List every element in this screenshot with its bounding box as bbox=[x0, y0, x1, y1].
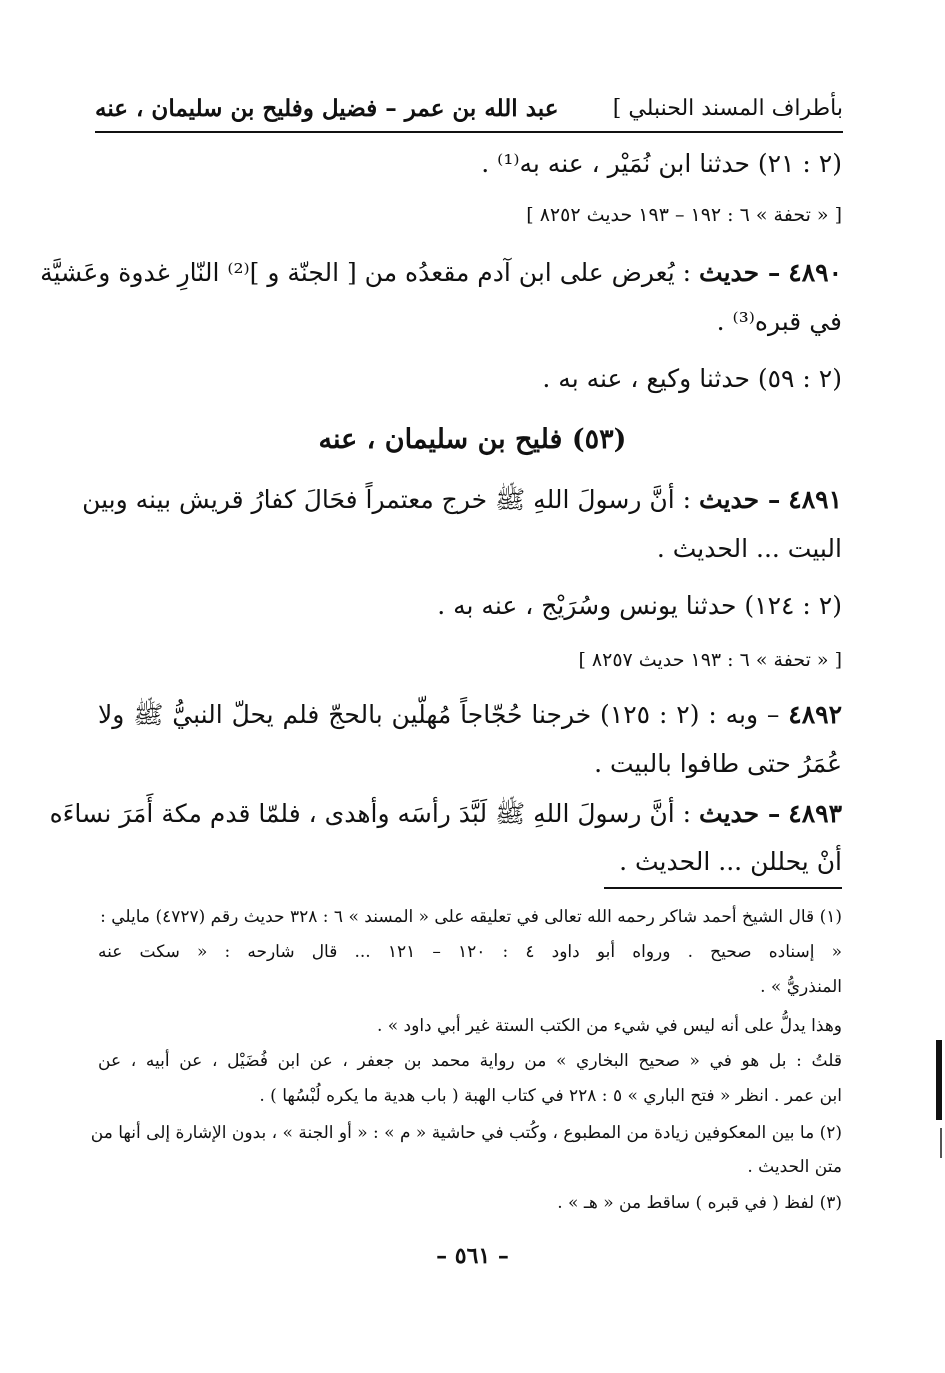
hadith-text: : أنَّ رسولَ اللهِ ﷺ لَبَّدَ رأسَه وأهدى ، فلمّا قدم مكة أَمَرَ نساءَه bbox=[49, 799, 692, 828]
footnote-3: (٣) لفظ ( في قبره ) ساقط من « هـ » . bbox=[557, 1193, 842, 1213]
footnote-1: (١) قال الشيخ أحمد شاكر رحمه الله تعالى في تعليقه على « المسند » ٦ : ٣٢٨ حديث رقم (٤٧٢٧) مايلي : bbox=[100, 907, 842, 927]
footnote-separator bbox=[604, 887, 842, 889]
chain-line-4889: (٢ : ٢١) حدثنا ابن نُمَيْر ، عنه به⁽¹⁾ . bbox=[481, 149, 842, 178]
hadith-4892 bbox=[98, 698, 842, 732]
hadith-4893-continuation: أنْ يحللن ... الحديث . bbox=[619, 847, 842, 876]
hadith-4892-continuation: عُمَرُ حتى طافوا بالبيت . bbox=[594, 749, 842, 778]
footnote-1-line-3: المنذريُّ » . bbox=[760, 977, 842, 997]
hadith-keyword: – حديث bbox=[699, 799, 781, 828]
hadith-text: : يُعرض على ابن آدم مقعدُه من [ الجنّة و ]⁽²⁾ النّارِ غدوة وعَشيَّة bbox=[40, 258, 692, 287]
hadith-4890-continuation: في قبره⁽³⁾ . bbox=[716, 307, 842, 336]
hadith-number: ٤٨٩٠ bbox=[788, 258, 842, 287]
hadith-keyword: – حديث bbox=[699, 258, 781, 287]
tuhfa-ref-1: [ « تحفة » ٦ : ١٩٢ – ١٩٣ حديث ٨٢٥٢ ] bbox=[526, 204, 842, 226]
footnote-1-line-2: « إسناده صحيح . ورواه أبو داود ٤ : ١٢٠ – ١٢١ ... قال شارحه : « سكت عنه bbox=[98, 942, 843, 962]
scan-edge-mark bbox=[936, 1040, 942, 1120]
hadith-keyword: – حديث bbox=[699, 485, 781, 514]
chain-line-4890: (٢ : ٥٩) حدثنا وكيع ، عنه به . bbox=[542, 364, 842, 393]
scan-edge-mark bbox=[940, 1128, 942, 1158]
hadith-4891 bbox=[82, 483, 842, 517]
footnote-1-line-5: قلتُ : بل هو في « صحيح البخاري » من رواية محمد بن جعفر ، عن ابن فُضَيْل ، عن أبيه ، عن bbox=[98, 1051, 842, 1071]
tuhfa-ref-2: [ « تحفة » ٦ : ١٩٣ حديث ٨٢٥٧ ] bbox=[578, 649, 842, 671]
footnote-2: (٢) ما بين المعكوفين زيادة من المطبوع ، وكُتب في حاشية « م » : « أو الجنة » ، بدون الإشارة إلى أنها من bbox=[90, 1123, 842, 1143]
header-book-title: بأطراف المسند الحنبلي ] bbox=[612, 95, 843, 121]
header-chapter-title: عبد الله بن عمر – فضيل وفليح بن سليمان ، عنه bbox=[95, 94, 559, 122]
hadith-text: : أنَّ رسولَ اللهِ ﷺ خرج معتمراً فحَالَ كفارُ قريش بينه وبين bbox=[82, 485, 692, 514]
page-number: – ٥٦١ – bbox=[436, 1243, 509, 1269]
running-header bbox=[95, 88, 843, 128]
chain-line-4891: (٢ : ١٢٤) حدثنا يونس وسُرَيْج ، عنه به . bbox=[437, 591, 842, 620]
footnote-1-line-4: وهذا يدلُّ على أنه ليس في شيء من الكتب الستة غير أبي داود » . bbox=[376, 1016, 842, 1036]
hadith-number: ٤٨٩٢ bbox=[788, 700, 842, 729]
section-heading: (٥٣) فليح بن سليمان ، عنه bbox=[318, 424, 627, 455]
hadith-number: ٤٨٩١ bbox=[788, 485, 842, 514]
hadith-4891-continuation: البيت ... الحديث . bbox=[656, 534, 842, 563]
hadith-text: – وبه : (٢ : ١٢٥) خرجنا حُجّاجاً مُهلّين بالحجّ فلم يحلّ النبيُّ ﷺ ولا bbox=[98, 700, 780, 729]
header-rule bbox=[95, 131, 843, 133]
hadith-4893 bbox=[49, 797, 842, 831]
footnote-2-line-2: متن الحديث . bbox=[747, 1157, 842, 1177]
hadith-number: ٤٨٩٣ bbox=[788, 799, 842, 828]
hadith-4890 bbox=[40, 256, 842, 290]
footnote-1-line-6: ابن عمر . انظر « فتح الباري » ٥ : ٢٢٨ في كتاب الهبة ( باب هدية ما يكره لُبْسُها ) . bbox=[259, 1086, 842, 1106]
